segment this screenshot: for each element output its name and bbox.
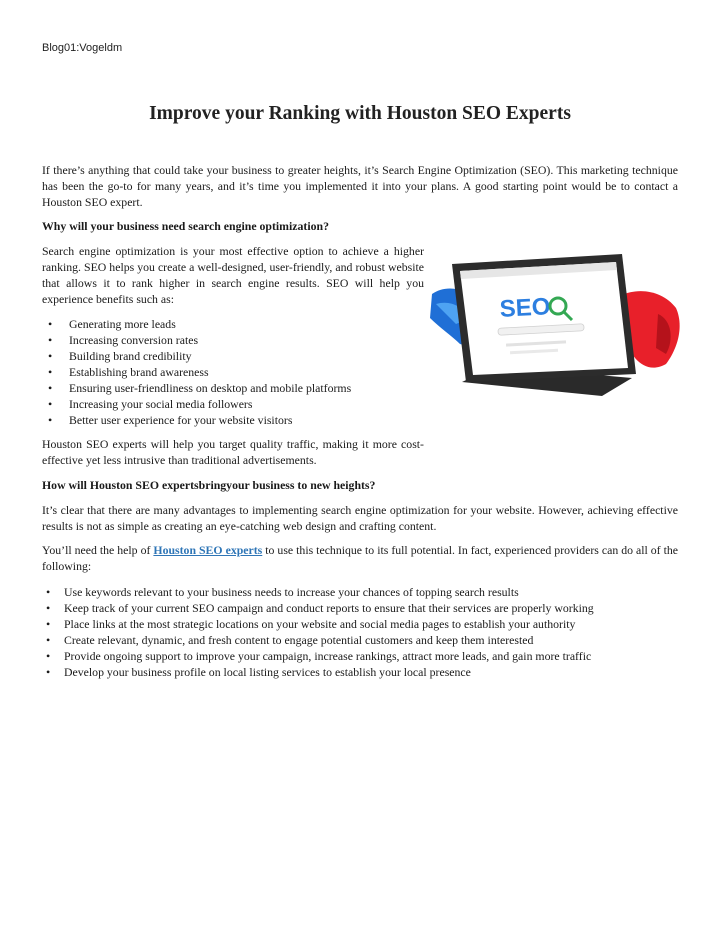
section1-wrap — [42, 244, 678, 469]
benefits-list — [42, 316, 678, 428]
list-item: • Ensuring user-friendliness on desktop and mobile platforms — [42, 380, 678, 396]
blog-id-header: Blog01:Vogeldm — [42, 42, 123, 54]
section2-heading: How will Houston SEO expertsbringyour business to new heights? — [42, 477, 376, 492]
list-item: • Generating more leads — [42, 316, 678, 332]
list-item: • Building brand credibility — [42, 348, 678, 364]
list-item: • Better user experience for your website visitors — [42, 412, 678, 428]
intro-paragraph: If there’s anything that could take your business to greater heights, it’s Search Engine Optimization (SEO). This marketing technique has been the go-to for many years, and it’s time you implemented it into your plans. A good starting point would be to contact a Houston SEO expert. — [42, 163, 678, 209]
services-list — [42, 584, 678, 680]
section2-paragraph1: It’s clear that there are many advantages to implementing search engine optimization for your website. However, achieving effective results is not as simple as creating an eye-catching web design and crafting content. — [42, 502, 678, 533]
paragraph2-after: to use this technique to its full potential. In fact, experienced providers can do all of the following: — [42, 543, 679, 574]
list-item: • Create relevant, dynamic, and fresh content to engage potential customers and keep them interested — [42, 632, 678, 648]
paragraph2-before: You’ll need the help of — [42, 543, 154, 558]
list-item: • Keep track of your current SEO campaign and conduct reports to ensure that their services are properly working — [42, 600, 678, 616]
houston-seo-experts-link[interactable]: Houston SEO experts — [153, 543, 263, 558]
list-item: • Increasing conversion rates — [42, 332, 678, 348]
section1-closing: Houston SEO experts will help you target quality traffic, making it more cost-effective yet less intrusive than traditional advertisements. — [42, 437, 424, 468]
page-title: Improve your Ranking with Houston SEO Experts — [149, 103, 571, 124]
list-item: • Provide ongoing support to improve your campaign, increase rankings, attract more leads, and gain more traffic — [42, 648, 678, 664]
list-item: • Increasing your social media followers — [42, 396, 678, 412]
list-item: • Develop your business profile on local listing services to establish your local presence — [42, 664, 678, 680]
list-item: • Place links at the most strategic locations on your website and social media pages to establish your authority — [42, 616, 678, 632]
list-item: • Establishing brand awareness — [42, 364, 678, 380]
section2-paragraph2 — [42, 543, 678, 575]
list-item: • Use keywords relevant to your business needs to increase your chances of topping search results — [42, 584, 678, 600]
seo-screen-text: SEO — [499, 293, 552, 324]
section1-heading: Why will your business need search engine optimization? — [42, 219, 329, 234]
article-body — [42, 163, 678, 689]
section1-paragraph: Search engine optimization is your most effective option to achieve a higher ranking. SEO helps you create a well-designed, user-friendly, and robust website that allows it to rank higher in search engine results. SEO will help you experience benefits such as: — [42, 244, 424, 306]
